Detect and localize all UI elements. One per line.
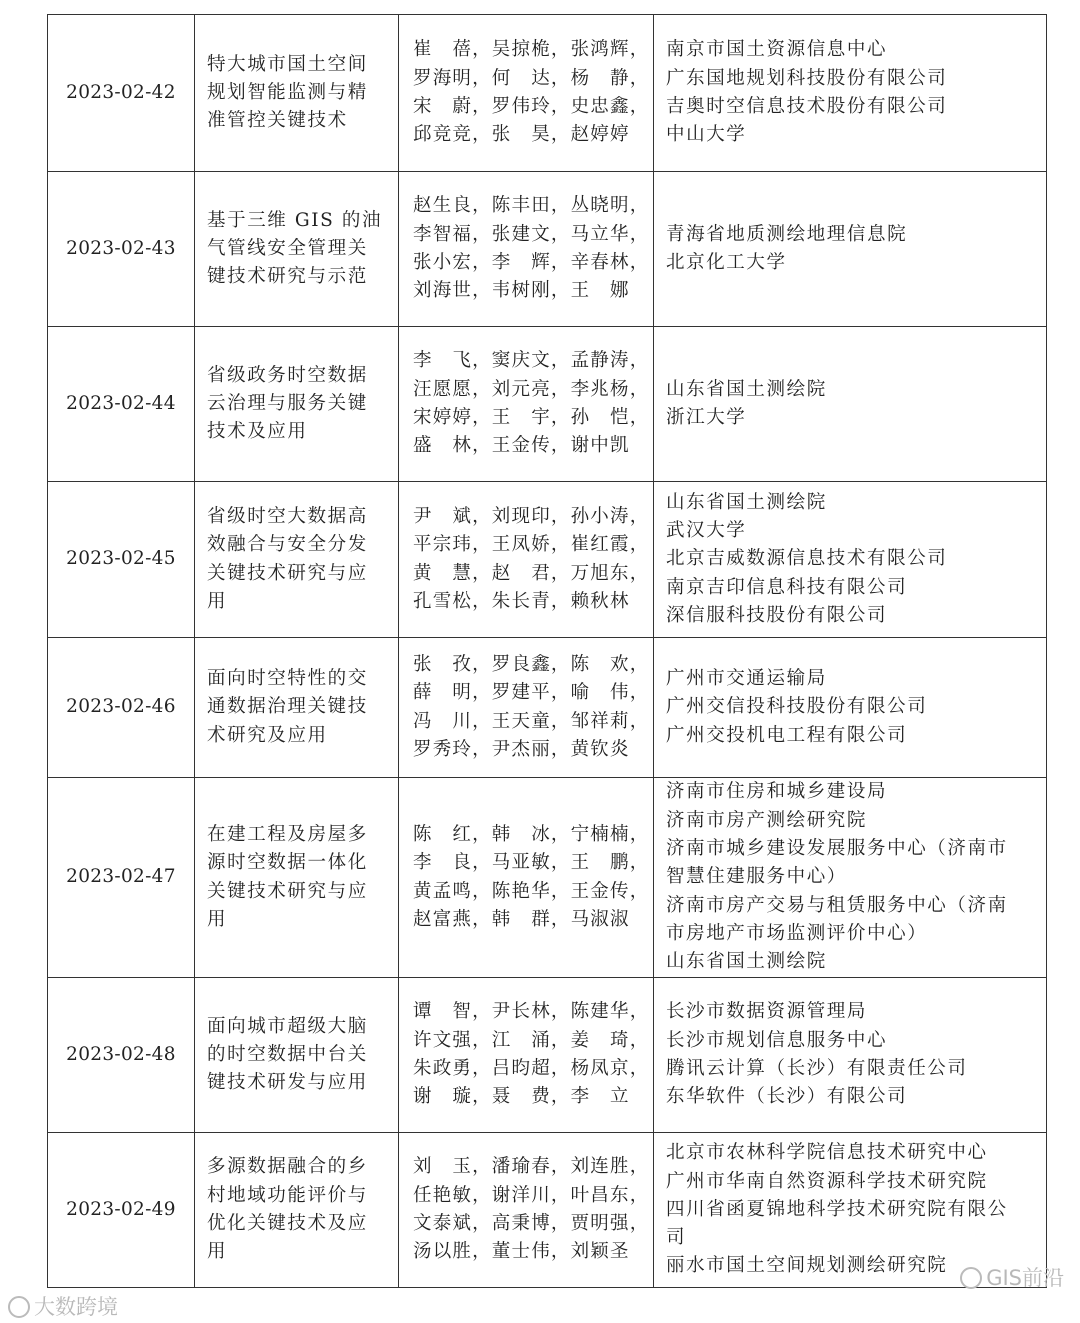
project-id: 2023-02-49 xyxy=(48,1133,195,1288)
project-name: 在建工程及房屋多 源时空数据一体化 关键技术研究与应 用 xyxy=(195,778,399,978)
project-id: 2023-02-48 xyxy=(48,978,195,1133)
table-row xyxy=(48,172,1047,327)
project-orgs: 山东省国土测绘院 武汉大学 北京吉威数源信息技术有限公司 南京吉印信息科技有限公司 深信服科技股份有限公司 xyxy=(654,482,1047,638)
watermark-right xyxy=(960,1262,1064,1292)
project-orgs: 南京市国土资源信息中心 广东国地规划科技股份有限公司 吉奥时空信息技术股份有限公司 中山大学 xyxy=(654,15,1047,172)
wechat-icon xyxy=(960,1267,982,1289)
table-row xyxy=(48,15,1047,172)
project-id: 2023-02-42 xyxy=(48,15,195,172)
project-id: 2023-02-44 xyxy=(48,327,195,482)
project-people: 赵生良，陈丰田，丛晓明， 李智福，张建文，马立华， 张小宏，李 辉，辛春林， 刘海世，韦树刚，王 娜 xyxy=(399,172,654,327)
project-people: 李 飞，窦庆文，孟静涛， 汪愿愿，刘元亮，李兆杨， 宋婷婷，王 宇，孙 恺， 盛 林，王金传，谢中凯 xyxy=(399,327,654,482)
project-name: 特大城市国土空间 规划智能监测与精 准管控关键技术 xyxy=(195,15,399,172)
weibo-icon xyxy=(8,1296,30,1318)
project-id: 2023-02-47 xyxy=(48,778,195,978)
project-people: 陈 红，韩 冰，宁楠楠， 李 良，马亚敏，王 鹏， 黄孟鸣，陈艳华，王金传， 赵富燕，韩 群，马淑淑 xyxy=(399,778,654,978)
project-name: 面向城市超级大脑 的时空数据中台关 键技术研发与应用 xyxy=(195,978,399,1133)
project-name: 省级政务时空数据 云治理与服务关键 技术及应用 xyxy=(195,327,399,482)
table-row xyxy=(48,638,1047,778)
project-name: 省级时空大数据高 效融合与安全分发 关键技术研究与应 用 xyxy=(195,482,399,638)
table-row xyxy=(48,482,1047,638)
table-row xyxy=(48,978,1047,1133)
watermark-left xyxy=(8,1291,118,1321)
project-name: 基于三维 GIS 的油 气管线安全管理关 键技术研究与示范 xyxy=(195,172,399,327)
project-orgs: 长沙市数据资源管理局 长沙市规划信息服务中心 腾讯云计算（长沙）有限责任公司 东华软件（长沙）有限公司 xyxy=(654,978,1047,1133)
project-orgs: 山东省国土测绘院 浙江大学 xyxy=(654,327,1047,482)
project-orgs: 济南市住房和城乡建设局 济南市房产测绘研究院 济南市城乡建设发展服务中心（济南市 智慧住建服务中心） 济南市房产交易与租赁服务中心（济南 市房地产市场监测评价中心） 山东省国土测绘院 xyxy=(654,778,1047,978)
project-name: 面向时空特性的交 通数据治理关键技 术研究及应用 xyxy=(195,638,399,778)
project-name: 多源数据融合的乡 村地域功能评价与 优化关键技术及应 用 xyxy=(195,1133,399,1288)
project-orgs: 北京市农林科学院信息技术研究中心 广州市华南自然资源科学技术研究院 四川省函夏锦地科学技术研究院有限公 司 丽水市国土空间规划测绘研究院 xyxy=(654,1133,1047,1288)
project-id: 2023-02-45 xyxy=(48,482,195,638)
award-table xyxy=(47,14,1047,1288)
project-people: 刘 玉，潘瑜春，刘连胜， 任艳敏，谢洋川，叶昌东， 文泰斌，高秉博，贾明强， 汤以胜，董士伟，刘颖圣 xyxy=(399,1133,654,1288)
watermark-right-text: GIS前沿 xyxy=(986,1266,1064,1290)
table-row xyxy=(48,1133,1047,1288)
project-people: 张 孜，罗良鑫，陈 欢， 薛 明，罗建平，喻 伟， 冯 川，王天童，邹祥莉， 罗秀玲，尹杰丽，黄钦炎 xyxy=(399,638,654,778)
table-row xyxy=(48,327,1047,482)
project-orgs: 青海省地质测绘地理信息院 北京化工大学 xyxy=(654,172,1047,327)
project-orgs: 广州市交通运输局 广州交信投科技股份有限公司 广州交投机电工程有限公司 xyxy=(654,638,1047,778)
table-row xyxy=(48,778,1047,978)
project-people: 谭 智，尹长林，陈建华， 许文强，江 涌，姜 琦， 朱政勇，吕昀超，杨凤京， 谢 璇，聂 费，李 立 xyxy=(399,978,654,1133)
project-people: 崔 蓓，吴掠桅，张鸿辉， 罗海明，何 达，杨 静， 宋 蔚，罗伟玲，史忠鑫， 邱竞竞，张 昊，赵婷婷 xyxy=(399,15,654,172)
project-id: 2023-02-46 xyxy=(48,638,195,778)
project-people: 尹 斌，刘现印，孙小涛， 平宗玮，王凤娇，崔红霞， 黄 慧，赵 君，万旭东， 孔雪松，朱长青，赖秋林 xyxy=(399,482,654,638)
watermark-left-text: 大数跨境 xyxy=(34,1295,118,1319)
award-table-body xyxy=(48,15,1047,1288)
project-id: 2023-02-43 xyxy=(48,172,195,327)
